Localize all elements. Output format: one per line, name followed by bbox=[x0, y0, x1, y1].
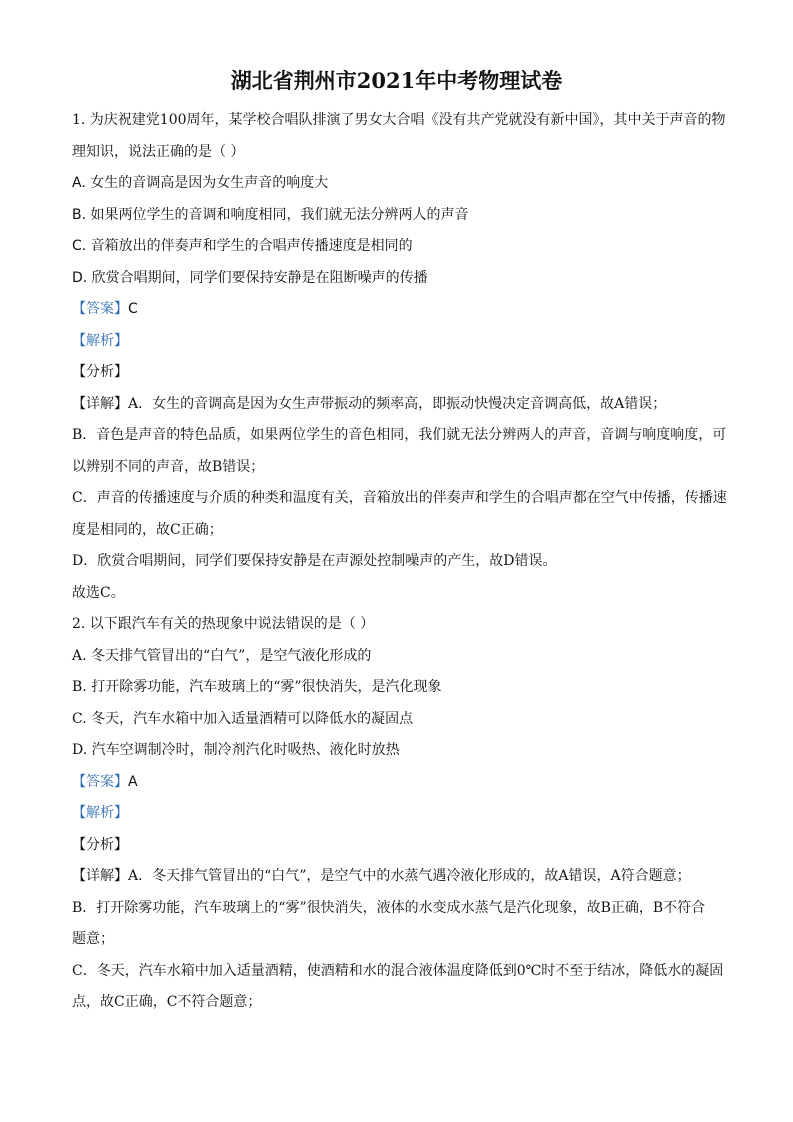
q1-detail-a-text: A．女生的音调高是因为女生声带振动的频率高，即振动快慢决定音调高低，故A错误； bbox=[128, 395, 667, 412]
q2-analysis-tag: 【解析】 bbox=[72, 805, 128, 821]
q1-detail-c-2: 度是相同的，故C正确； bbox=[72, 521, 223, 538]
q1-detail-a bbox=[72, 394, 721, 414]
q2-detail-a bbox=[72, 866, 721, 886]
q1-conclusion: 故选C。 bbox=[72, 584, 125, 601]
q2-answer-value: A bbox=[128, 773, 138, 790]
q2-option-c: C. 冬天，汽车水箱中加入适量酒精可以降低水的凝固点 bbox=[72, 710, 414, 727]
q2-option-a: A. 冬天排气管冒出的“白气”，是空气液化形成的 bbox=[72, 647, 372, 664]
q1-detail-d: D．欣赏合唱期间，同学们要保持安静是在声源处控制噪声的产生，故D错误。 bbox=[72, 553, 557, 569]
q1-detail-c-1: C．声音的传播速度与介质的种类和温度有关，音箱放出的伴奏声和学生的合唱声都在空气中传播，传播速 bbox=[72, 490, 727, 506]
q2-detail-tag: 【详解】 bbox=[72, 868, 128, 884]
q1-answer-value: C bbox=[128, 301, 138, 317]
q2-option-d: D. 汽车空调制冷时，制冷剂汽化时吸热、液化时放热 bbox=[72, 742, 400, 758]
question-2 bbox=[72, 614, 724, 1012]
q1-detail-tag: 【详解】 bbox=[72, 395, 128, 412]
q1-option-d: D. 欣赏合唱期间，同学们要保持安静是在阻断噪声的传播 bbox=[72, 269, 428, 286]
q2-detail-b-1: B．打开除雾功能，汽车玻璃上的“雾”很快消失，液体的水变成水蒸气是汽化现象，故B正确，B不符合 bbox=[72, 899, 706, 916]
q2-detail-b-2: 题意； bbox=[72, 931, 114, 947]
page-title: 湖北省荆州市2021年中考物理试卷 bbox=[230, 68, 563, 93]
q1-fenxi: 【分析】 bbox=[72, 364, 128, 380]
q1-option-a: A. 女生的音调高是因为女生声音的响度大 bbox=[72, 175, 329, 191]
question-1 bbox=[72, 110, 727, 603]
q1-detail-b-2: 以辨别不同的声音，故B错误； bbox=[72, 458, 265, 475]
q1-option-c: C. 音箱放出的伴奏声和学生的合唱声传播速度是相同的 bbox=[72, 238, 413, 254]
q1-answer bbox=[72, 299, 721, 319]
q2-detail-c-2: 点，故C正确，C不符合题意； bbox=[72, 994, 262, 1010]
q1-stem-line-1: 1. 为庆祝建党100周年，某学校合唱队排演了男女大合唱《没有共产党就没有新中国》，其中关于声音的物 bbox=[72, 112, 726, 128]
q2-answer bbox=[72, 772, 721, 792]
q2-detail-a-text: A．冬天排气管冒出的“白气”，是空气中的水蒸气遇冷液化形成的，故A错误，A符合题意； bbox=[128, 868, 691, 884]
q2-answer-tag: 【答案】 bbox=[72, 773, 128, 790]
q1-stem-line-2: 理知识，说法正确的是（ ） bbox=[72, 143, 245, 160]
q1-answer-tag: 【答案】 bbox=[72, 301, 128, 317]
q2-option-b: B. 打开除雾功能，汽车玻璃上的“雾”很快消失，是汽化现象 bbox=[72, 679, 442, 695]
q1-detail-b-1: B．音色是声音的特色品质，如果两位学生的音色相同，我们就无法分辨两人的声音，音调与响度响度，可 bbox=[72, 427, 727, 443]
q1-option-b: B. 如果两位学生的音调和响度相同，我们就无法分辨两人的声音 bbox=[72, 206, 469, 223]
q2-fenxi: 【分析】 bbox=[72, 836, 128, 853]
q2-detail-c-1: C．冬天，汽车水箱中加入适量酒精，使酒精和水的混合液体温度降低到0℃时不至于结冰，降低水的凝固 bbox=[72, 962, 724, 979]
q1-analysis-tag: 【解析】 bbox=[72, 332, 128, 349]
q2-stem: 2. 以下跟汽车有关的热现象中说法错误的是（ ） bbox=[72, 616, 375, 632]
